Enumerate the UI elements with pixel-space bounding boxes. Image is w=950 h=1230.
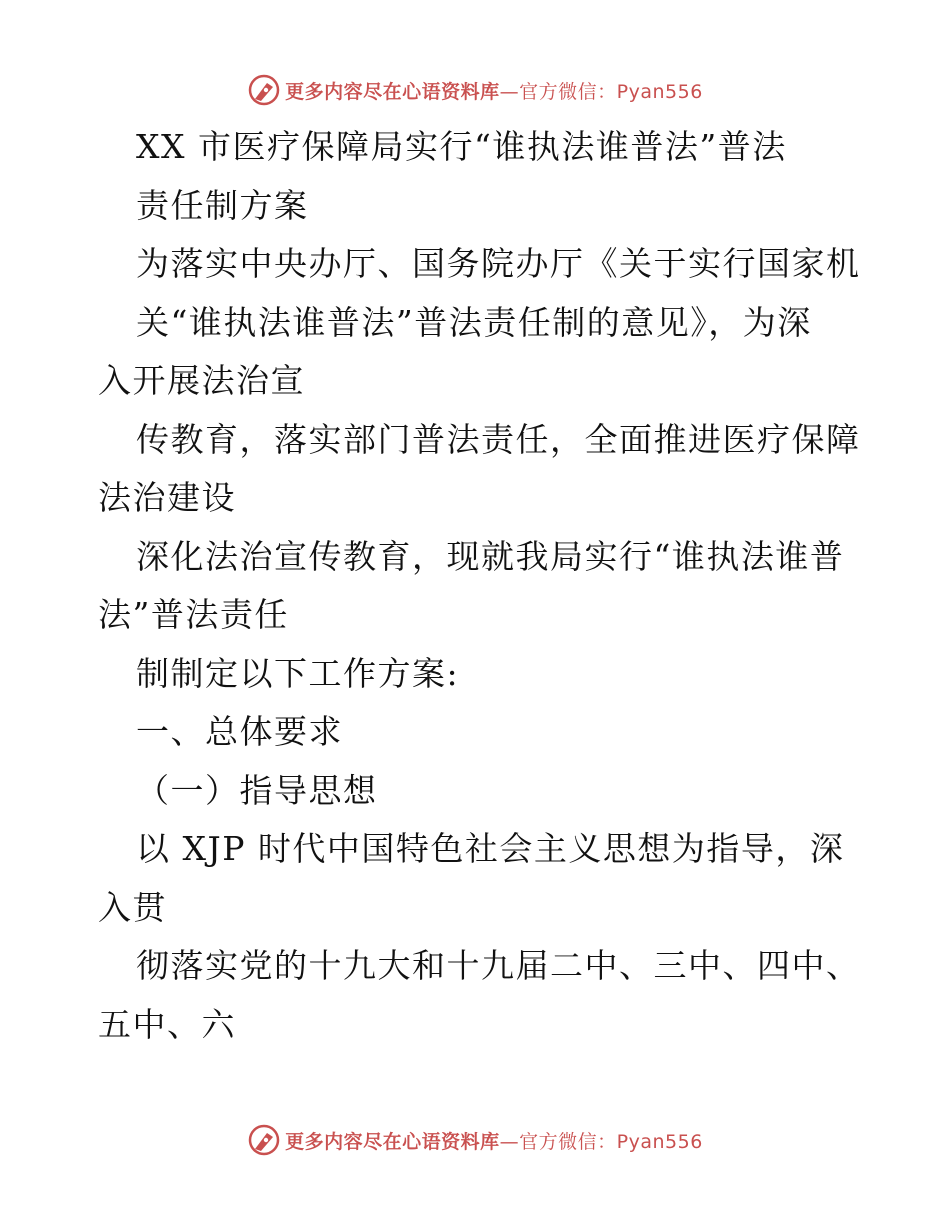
footer-banner — [0, 1120, 950, 1160]
document-line: 深化法治宣传教育，现就我局实行“谁执法谁普 — [136, 536, 845, 576]
document-body — [98, 118, 861, 1054]
document-line: 一、总体要求 — [136, 712, 343, 751]
pen-nib-logo-icon — [247, 73, 281, 107]
document-line: 法”普法责任 — [98, 595, 289, 634]
banner-text: 更多内容尽在心语资料库—官方微信：Pyan556 — [285, 80, 703, 103]
document-line: 制制定以下工作方案: — [136, 653, 460, 693]
document-line: 五中、六 — [98, 1004, 236, 1044]
header-banner — [0, 70, 950, 110]
document-line: XX 市医疗保障局实行“谁执法谁普法”普法 — [136, 127, 787, 166]
document-line: 关“谁执法谁普法”普法责任制的意见》，为深 — [136, 302, 812, 342]
pen-nib-logo-icon — [247, 1123, 281, 1157]
banner-text: 更多内容尽在心语资料库—官方微信：Pyan556 — [285, 1130, 703, 1153]
document-line: 入开展法治宣 — [98, 361, 305, 400]
document-line: 为落实中央办厅、国务院办厅《关于实行国家机 — [136, 244, 861, 283]
document-line: 入贯 — [98, 887, 167, 927]
document-line: 责任制方案 — [136, 185, 309, 225]
document-line: （一）指导思想 — [136, 770, 378, 810]
document-line: 彻落实党的十九大和十九届二中、三中、四中、 — [136, 946, 861, 985]
document-line: 法治建设 — [98, 478, 236, 517]
document-line: 以 XJP 时代中国特色社会主义思想为指导，深 — [136, 829, 845, 868]
document-line: 传教育，落实部门普法责任，全面推进医疗保障 — [136, 419, 861, 459]
